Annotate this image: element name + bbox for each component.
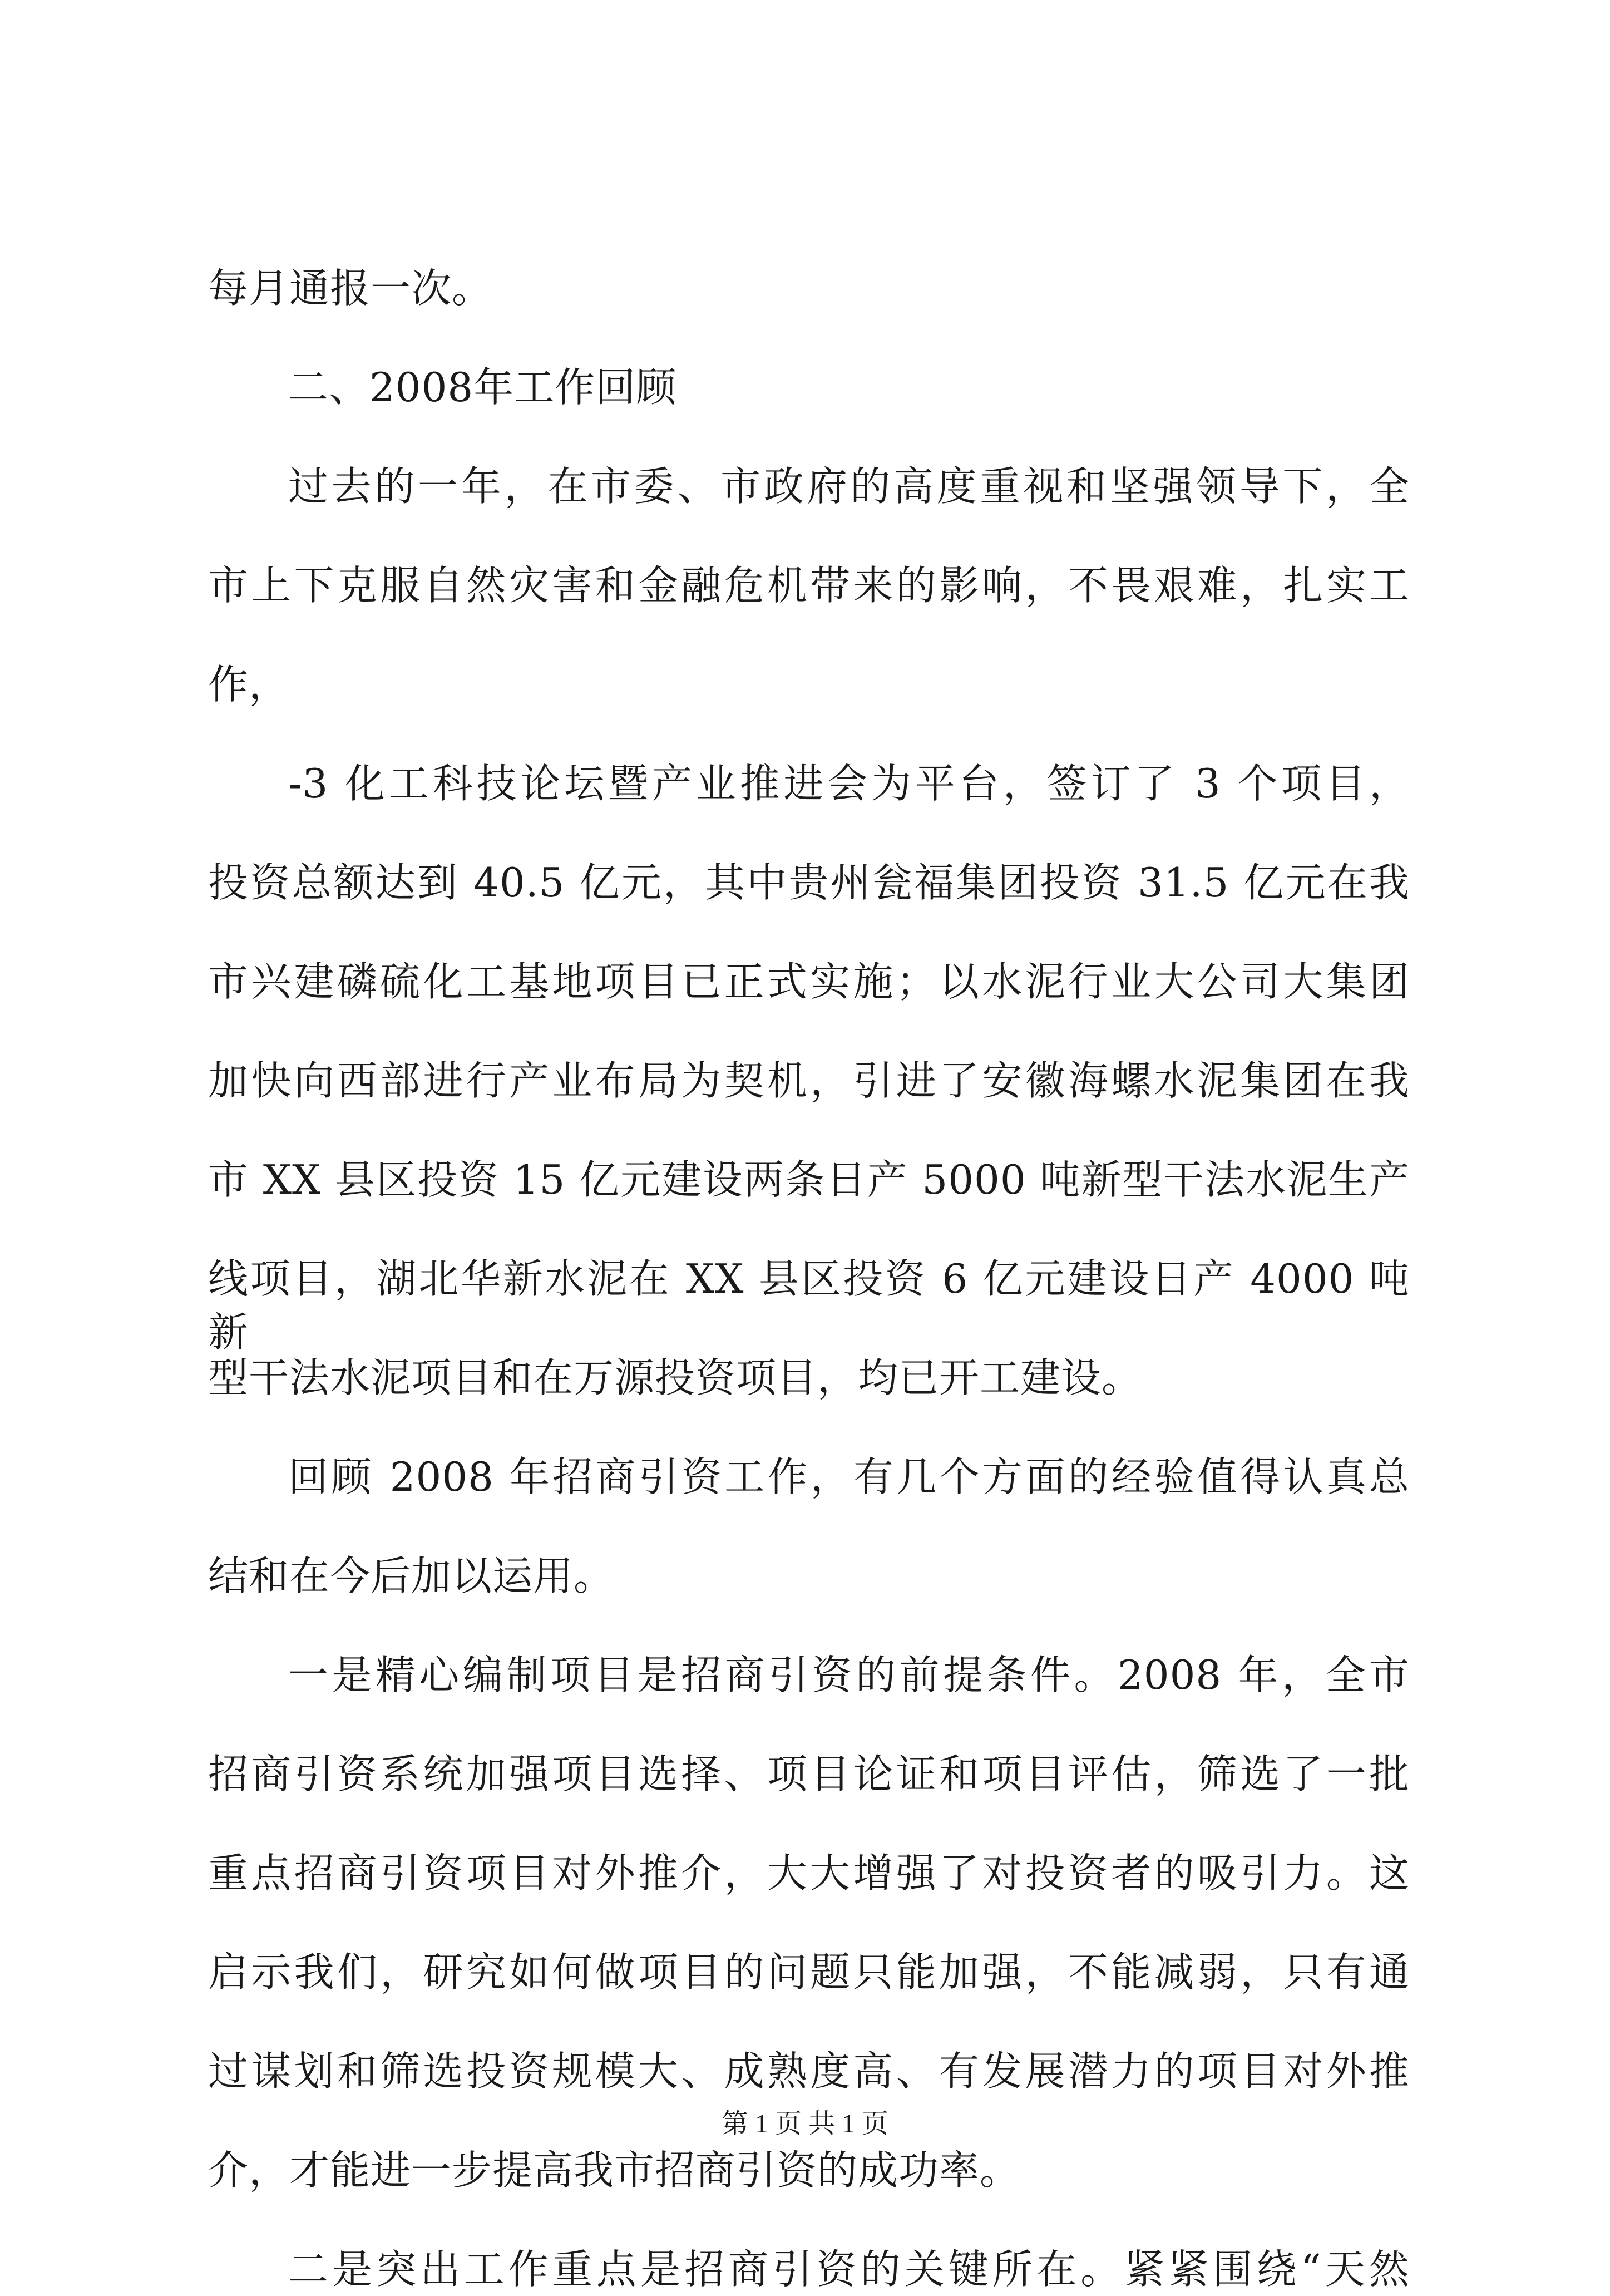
text-line: 招商引资系统加强项目选择、项目论证和项目评估，筛选了一批 xyxy=(208,1751,1410,1797)
text-line: -3 化工科技论坛暨产业推进会为平台，签订了 3 个项目， xyxy=(288,760,1410,807)
document-body xyxy=(208,262,1410,2296)
page-footer: 第 1 页 共 1 页 xyxy=(721,2109,888,2139)
text-line: 市兴建磷硫化工基地项目已正式实施；以水泥行业大公司大集团 xyxy=(208,958,1410,1005)
text-line: 一是精心编制项目是招商引资的前提条件。2008 年，全市 xyxy=(288,1652,1410,1698)
text-line: 投资总额达到 40.5 亿元，其中贵州瓮福集团投资 31.5 亿元在我 xyxy=(208,859,1410,906)
text-line: 作， xyxy=(208,661,290,708)
text-line: 启示我们，研究如何做项目的问题只能加强，不能减弱，只有通 xyxy=(208,1949,1410,1996)
text-line: 过去的一年，在市委、市政府的高度重视和坚强领导下，全 xyxy=(288,463,1410,510)
text-line: 市上下克服自然灾害和金融危机带来的影响，不畏艰难，扎实工 xyxy=(208,562,1410,609)
text-line: 市 XX 县区投资 15 亿元建设两条日产 5000 吨新型干法水泥生产 xyxy=(208,1156,1410,1203)
text-line: 介，才能进一步提高我市招商引资的成功率。 xyxy=(208,2147,1021,2194)
text-line: 型干法水泥项目和在万源投资项目，均已开工建设。 xyxy=(208,1354,1143,1401)
text-line: 回顾 2008 年招商引资工作，有几个方面的经验值得认真总 xyxy=(288,1454,1410,1500)
text-line: 每月通报一次。 xyxy=(208,265,493,312)
text-line: 结和在今后加以运用。 xyxy=(208,1553,615,1599)
text-line: 重点招商引资项目对外推介，大大增强了对投资者的吸引力。这 xyxy=(208,1850,1410,1896)
text-line: 线项目，湖北华新水泥在 XX 县区投资 6 亿元建设日产 4000 吨新 xyxy=(208,1255,1410,1356)
text-line: 二是突出工作重点是招商引资的关键所在。紧紧围绕“天然 xyxy=(288,2246,1410,2293)
text-line: 过谋划和筛选投资规模大、成熟度高、有发展潜力的项目对外推 xyxy=(208,2048,1410,2095)
section-heading: 二、2008年工作回顾 xyxy=(288,364,677,411)
text-line: 加快向西部进行产业布局为契机，引进了安徽海螺水泥集团在我 xyxy=(208,1057,1410,1104)
